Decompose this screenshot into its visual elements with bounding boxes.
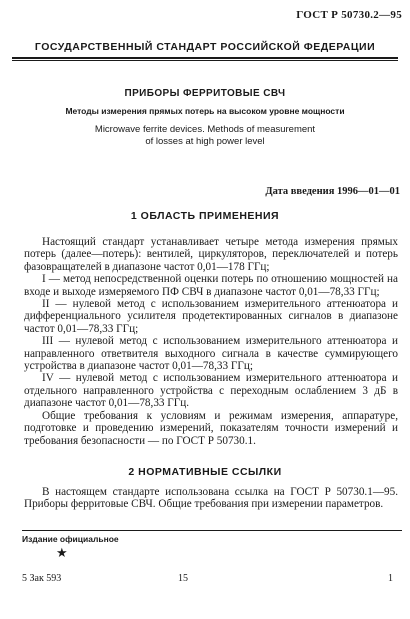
title-rule-thick bbox=[12, 57, 398, 59]
edition-label: Издание официальное bbox=[22, 534, 119, 544]
paragraph: В настоящем стандарте использована ссылка на ГОСТ Р 50730.1—95. Приборы ферритовые СВЧ. Общие требования при измерении параметров. bbox=[24, 486, 398, 511]
product-title: ПРИБОРЫ ФЕРРИТОВЫЕ СВЧ bbox=[124, 88, 286, 99]
section-body-references bbox=[24, 486, 398, 511]
subtitle-english bbox=[0, 124, 410, 148]
paragraph: Настоящий стандарт устанавливает четыре метода измерения прямых потерь (далее—потерь): вентилей, циркуляторов, переключателей и потерь фазовращателей в диапазоне частот 0,01—178 ГГц; bbox=[24, 236, 398, 273]
footer-rule bbox=[22, 530, 402, 531]
section-heading-references: 2 НОРМАТИВНЫЕ ССЫЛКИ bbox=[128, 466, 282, 478]
paragraph: III — нулевой метод с использованием измерительного аттенюатора и направленного ответвителя выходного сигнала в качестве суммирующего устройства в диапазоне частот 0,01—78,33 ГГц; bbox=[24, 335, 398, 373]
page-number: 15 bbox=[178, 573, 188, 584]
subtitle-english-line-2: of losses at high power level bbox=[145, 136, 265, 147]
subtitle-russian: Методы измерения прямых потерь на высоком уровне мощности bbox=[65, 106, 345, 116]
document-code: ГОСТ Р 50730.2—95 bbox=[296, 9, 402, 21]
standard-title: ГОСУДАРСТВЕННЫЙ СТАНДАРТ РОССИЙСКОЙ ФЕДЕРАЦИИ bbox=[34, 41, 376, 53]
sheet-number: 1 bbox=[388, 573, 393, 584]
paragraph: Общие требования к условиям и режимам измерения, аппаратуре, подготовке и проведению измерений, показателям точности измерений и требования безопасности — по ГОСТ Р 50730.1. bbox=[24, 409, 398, 447]
section-body-scope bbox=[24, 236, 398, 447]
paragraph: II — нулевой метод с использованием измерительного аттенюатора и дифференциального усилителя продетектированных сигналов в диапазоне частот 0,01—78,33 ГГц; bbox=[24, 298, 398, 335]
paragraph: I — метод непосредственной оценки потерь по отношению мощностей на входе и выходе измеряемого ПФ СВЧ в диапазоне частот 0,01—78,33 ГГц; bbox=[24, 273, 398, 298]
paragraph: IV — нулевой метод с использованием измерительного аттенюатора и отдельного направленного устройства с переходным ослаблением 3 дБ в диапазоне частот 0,01—78,33 ГГц. bbox=[24, 372, 398, 410]
title-rule-thin bbox=[12, 60, 398, 61]
introduction-date: Дата введения 1996—01—01 bbox=[265, 186, 400, 197]
star-icon: ★ bbox=[56, 545, 68, 560]
print-order-code: 5 Зак 593 bbox=[22, 573, 62, 584]
subtitle-english-line-1: Microwave ferrite devices. Methods of measurement bbox=[94, 124, 316, 135]
section-heading-scope: 1 ОБЛАСТЬ ПРИМЕНЕНИЯ bbox=[130, 210, 280, 222]
